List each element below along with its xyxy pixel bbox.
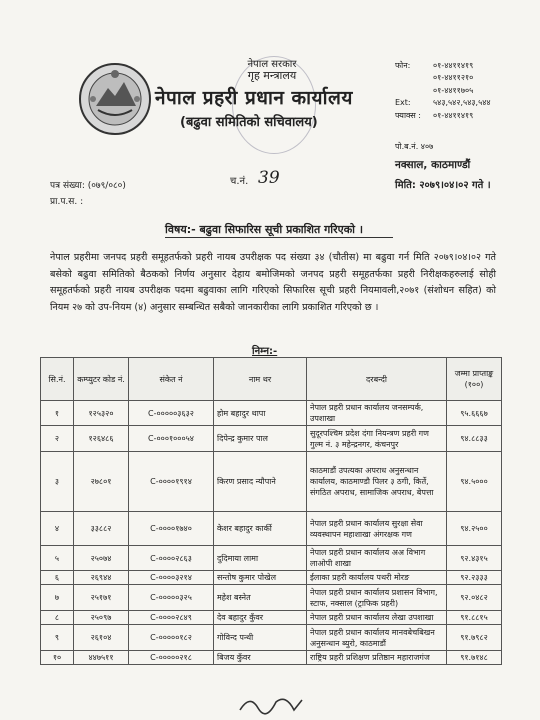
col-header-name: नाम थर (214, 358, 307, 401)
cell-score: ९४.५००० (447, 452, 502, 512)
col-header-post: दरबन्दी (307, 358, 447, 401)
office-location: नक्साल, काठमाण्डौं (395, 159, 471, 171)
table-row (41, 611, 502, 625)
contact-row: फोन: ०१-४४११४१९ (395, 61, 474, 70)
contact-row: ०१-४४११७०५ (433, 85, 474, 95)
cell-name: दिपेन्द्र कुमार पाल (214, 426, 307, 452)
table-row (41, 546, 502, 571)
cell-code: २५१७१ (74, 585, 129, 611)
contact-row: Ext: ५४३,५४२,५४३,५४४ (395, 98, 491, 108)
cell-code: २६९४४ (74, 571, 129, 585)
cell-post: नेपाल प्रहरी प्रधान कार्यालय अअ विभाग लाओपी शाखा (307, 546, 447, 571)
subject-underline (165, 237, 393, 238)
cell-score: ९१.८८१५ (447, 611, 502, 625)
cell-sn: ३ (41, 452, 74, 512)
po-box: पो.ब.नं. ४०७ (395, 142, 434, 151)
ministry-name: गृह मन्त्रालय (247, 69, 297, 82)
cell-post: ईलाका प्रहरी कार्यालय पथरी मोरङ (307, 571, 447, 585)
cell-sn: ७ (41, 585, 74, 611)
cell-name: महेश बस्नेत (214, 585, 307, 611)
table-row (41, 651, 502, 665)
cell-score: ९४.२५०० (447, 512, 502, 546)
signature-icon (236, 690, 306, 718)
cell-sanket: C-०००००२१८ (129, 651, 214, 665)
letter-date: मिति: २०७९।०४।०२ गते । (395, 180, 491, 191)
col-header-sn: सि.नं. (41, 358, 74, 401)
table-header-row (41, 358, 502, 401)
cell-name: किरण प्रसाद न्यौपाने (214, 452, 307, 512)
cell-post: सुदूरपश्चिम प्रदेश दंगा नियन्त्रण प्रहरी गण गुल्म नं. ३ महेन्द्रनगर, कंचनपुर (307, 426, 447, 452)
cell-post: काठमाडौं उपत्यका अपराध अनुसन्धान कार्यालय, काठमाण्डौ पिलर ३ ठगी, किर्ते, संगठित अपराध, सामाजिक अपराध, बेपत्ता (307, 452, 447, 512)
body-paragraph: नेपाल प्रहरीमा जनपद प्रहरी समूहतर्फको प्रहरी नायब उपरीक्षक पद संख्या ३४ (चौतीस) मा बढुवा गर्न मिति २०७९।०४।०२ गते बसेको बढुवा समितिको बैठकको निर्णय अनुसार देहाय बमोजिमको जनपद प्रहरी समूहतर्फका प्रहरी निरीक्षकहरुलाई सोही समूहतर्फको प्रहरी नायब उपरीक्षक पदमा बढुवाका लागि गरिएको सिफारिस सूची प्रहरी नियमावली,२०७१ (संशोधन सहित) को नियम २७ को उप-नियम (४) अनुसार सम्बन्धित सबैको जानकारीका लागि प्रकाशित गरिएको छ । (50, 252, 496, 313)
cell-post: नेपाल प्रहरी प्रधान कार्यालय प्रशासन विभाग, स्टाफ, नक्साल (ट्राफिक प्रहरी) (307, 585, 447, 611)
cell-post: नेपाल प्रहरी प्रधान कार्यालय लेखा उपशाखा (307, 611, 447, 625)
cell-sanket: C-००००२८६३ (129, 546, 214, 571)
table-row (41, 452, 502, 512)
col-header-code: कम्प्युटर कोड नं. (74, 358, 129, 401)
cell-sanket: C-००००३२१४ (129, 571, 214, 585)
cell-code: २५०९७ (74, 611, 129, 625)
cell-sanket: C-००००१७४० (129, 512, 214, 546)
recommendation-table (40, 357, 502, 665)
cell-sanket: C-०००००१८२ (129, 625, 214, 651)
contact-row: फ्याक्स : ०१-४४११४१९ (395, 110, 474, 120)
cell-code: २६१०४ (74, 625, 129, 651)
cell-sn: ९ (41, 625, 74, 651)
reference-number: पत्र संख्या: (०७९/०८०) (50, 181, 126, 191)
table-row (41, 426, 502, 452)
cell-code: २७८०१ (74, 452, 129, 512)
cell-code: ४४७५११ (74, 651, 129, 665)
cell-sanket: C-०००१०००५४ (129, 426, 214, 452)
office-title: नेपाल प्रहरी प्रधान कार्यालय (155, 87, 353, 109)
secretariat-name: (बढुवा समितिको सचिवालय) (180, 115, 318, 130)
cell-name: दुदिमाया लामा (214, 546, 307, 571)
pra-number: प्रा.प.स. : (50, 197, 84, 207)
nepal-emblem-icon (78, 62, 152, 136)
cell-sn: ४ (41, 512, 74, 546)
cell-name: केशर बहादुर कार्की (214, 512, 307, 546)
cell-score: ९१.७१४८ (447, 651, 502, 665)
cell-name: होम बहादुर थापा (214, 401, 307, 426)
dispatch-number-value: 39 (258, 168, 280, 188)
cell-post: राष्ट्रिय प्रहरी प्रशिक्षण प्रतिष्ठान महाराजगंज (307, 651, 447, 665)
cell-sn: १ (41, 401, 74, 426)
cell-sanket: C-००००२८४९ (129, 611, 214, 625)
table-body (41, 401, 502, 665)
cell-score: ९५.६६६७ (447, 401, 502, 426)
cell-score: ९४.८८३३ (447, 426, 502, 452)
cell-sn: ८ (41, 611, 74, 625)
subject-line: विषय:- बढुवा सिफारिस सूची प्रकाशित गरिएको । (165, 223, 363, 236)
cell-name: सन्तोष कुमार पोखेल (214, 571, 307, 585)
cell-score: ९२.०४८२ (447, 585, 502, 611)
cell-code: १२६४८६ (74, 426, 129, 452)
cell-code: १२५३२० (74, 401, 129, 426)
cell-name: गोविन्द पन्थी (214, 625, 307, 651)
col-header-score: जम्मा प्राप्ताङ्क (१००) (447, 358, 502, 401)
list-heading: निम्न:- (252, 346, 278, 357)
cell-post: नेपाल प्रहरी प्रधान कार्यालय सुरक्षा सेवा व्यवस्थापन महाशाखा अंगरक्षक गण (307, 512, 447, 546)
cell-score: ९२.४३१५ (447, 546, 502, 571)
cell-code: २५०७४ (74, 546, 129, 571)
cell-code: ३३८८२ (74, 512, 129, 546)
cell-sanket: C-०००००३६३२ (129, 401, 214, 426)
government-name: नेपाल सरकार (247, 59, 297, 70)
cell-name: बिजय कुँवर (214, 651, 307, 665)
cell-score: ९२.२३३३ (447, 571, 502, 585)
contact-block (395, 60, 533, 122)
cell-sn: ५ (41, 546, 74, 571)
table-row (41, 571, 502, 585)
cell-sn: ६ (41, 571, 74, 585)
cell-sn: १० (41, 651, 74, 665)
table-row (41, 585, 502, 611)
cell-sanket: C-००००१९१४ (129, 452, 214, 512)
table-row (41, 401, 502, 426)
cell-sanket: C-०००००३२५ (129, 585, 214, 611)
col-header-sanket: संकेत नं (129, 358, 214, 401)
cell-sn: २ (41, 426, 74, 452)
dispatch-number-label: च.नं. (230, 176, 249, 187)
table-row (41, 512, 502, 546)
cell-name: देव बहादुर कुँवर (214, 611, 307, 625)
cell-post: नेपाल प्रहरी प्रधान कार्यालय मानवबेचबिखन अनुसन्धान ब्युरो, काठमाडौं (307, 625, 447, 651)
table-row (41, 625, 502, 651)
cell-score: ९१.७९८२ (447, 625, 502, 651)
cell-post: नेपाल प्रहरी प्रधान कार्यालय जनसम्पर्क, उपशाखा (307, 401, 447, 426)
contact-row: ०१-४४११२१० (433, 73, 474, 83)
